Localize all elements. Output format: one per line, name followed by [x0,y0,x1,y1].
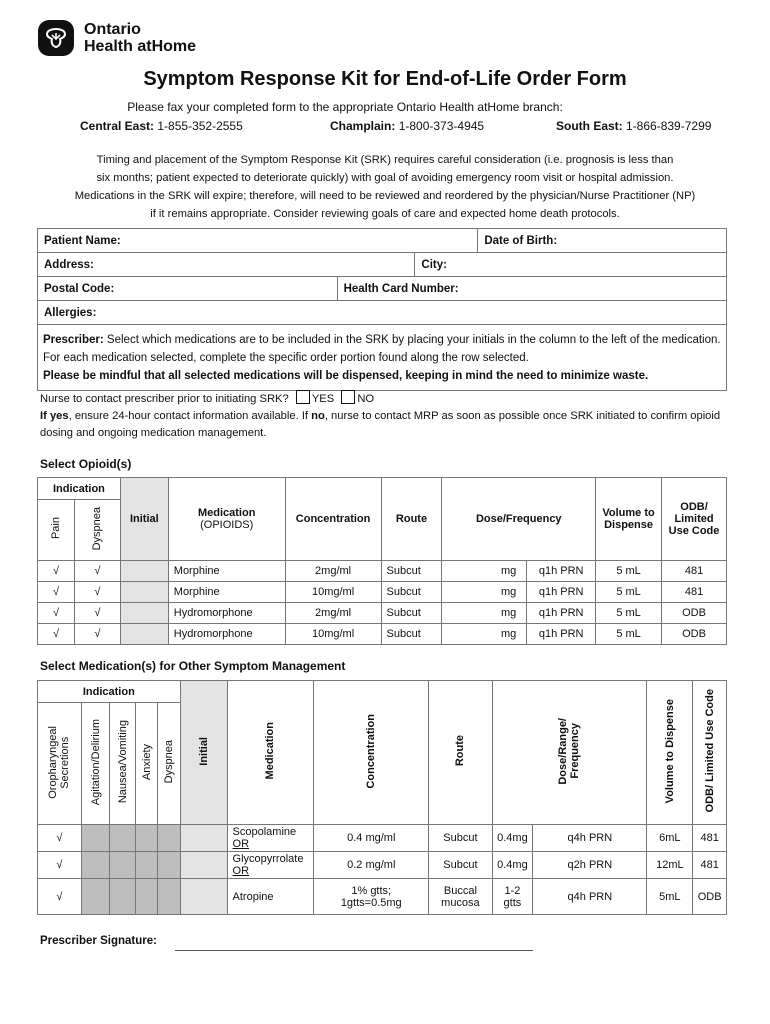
initial-cell[interactable] [120,603,168,624]
opioid-section-title: Select Opioid(s) [40,457,132,471]
patient-name-field[interactable]: Patient Name: [38,229,478,253]
dose-frequency-header: Dose/Frequency [442,478,596,561]
initial-cell[interactable] [180,879,227,915]
branch-champlain: Champlain: 1-800-373-4945 [330,119,485,133]
other-medications-table [37,680,727,915]
no-checkbox[interactable] [341,390,355,404]
indication-header: Indication [38,681,181,703]
table-row: √ Scopolamine OR 0.4 mg/ml Subcut 0.4mg q4h PRN 6mL 481 [38,825,727,852]
org-name [84,21,196,55]
dob-field[interactable]: Date of Birth: [478,229,727,253]
route-header: Route [429,681,492,825]
health-card-field[interactable]: Health Card Number: [337,277,726,301]
initial-cell[interactable] [180,852,227,879]
branch-south-east: South East: 1-866-839-7299 [556,119,712,133]
intro-text: Timing and placement of the Symptom Response Kit (SRK) requires careful consideration (i.e. prognosis is less than six months; patient expected to deteriorate quickly) with goal of avoiding emergency room visit or hospital admission. Medications in the SRK will expire; therefore, will need to be reviewed and reordered by the physician/Nurse Practitioner (NP) if it remains appropriate. Consider reviewing goals of care and expected home death protocols. [74,154,696,220]
nurse-question: Nurse to contact prescriber prior to initiating SRK? [40,393,289,405]
concentration-header: Concentration [314,681,429,825]
prescriber-instructions: Prescriber: Select which medications are to be included in the SRK by placing your initials in the column to the left of the medication. For each medication selected, complete the specific order portion found along the row selected. Please be mindful that all selected medications will be dispensed, keeping in mind the need to minimize waste. [38,325,727,391]
dose-cell[interactable]: mg [442,582,527,603]
signature-label: Prescriber Signature: [40,935,157,947]
initial-header: Initial [180,681,227,825]
postal-code-field[interactable]: Postal Code: [38,277,338,301]
medication-header: Medication [227,681,314,825]
nurse-contact-section [40,390,740,442]
indication-header: Indication [38,478,121,500]
signature-field[interactable] [175,950,533,951]
table-row: √ Glycopyrrolate OR 0.2 mg/ml Subcut 0.4mg q2h PRN 12mL 481 [38,852,727,879]
no-label: NO [357,393,375,405]
org-name-line2: Health atHome [84,38,197,55]
table-row: √ √ Morphine 10mg/ml Subcut mg q1h PRN 5 mL 481 [38,582,727,603]
odb-header: ODB/ Limited Use Code [693,681,727,825]
page-title: Symptom Response Kit for End-of-Life Order Form [143,68,627,90]
initial-cell[interactable] [120,561,168,582]
org-logo [38,20,196,56]
dose-range-frequency-header: Dose/Range/ Frequency [492,681,647,825]
table-row: √ √ Morphine 2mg/ml Subcut mg q1h PRN 5 mL 481 [38,561,727,582]
initial-cell[interactable] [120,624,168,645]
route-header: Route [381,478,442,561]
branch-central-east: Central East: 1-855-352-2555 [80,119,243,133]
volume-header: Volume to Dispense [596,478,662,561]
pain-header: Pain [38,500,75,561]
table-row: √ Atropine 1% gtts; 1gtts=0.5mg Buccal mucosa 1-2 gtts q4h PRN 5mL ODB [38,879,727,915]
agitation-header: Agitation/Delirium [81,703,110,825]
concentration-header: Concentration [285,478,381,561]
initial-header: Initial [120,478,168,561]
nurse-instructions: If yes, ensure 24-hour contact information available. If no, nurse to contact MRP as soon as possible once SRK initiated to confirm opioid dosing and ongoing medication management. [40,410,721,439]
medication-header: Medication (OPIOIDS) [168,478,285,561]
yes-checkbox[interactable] [296,390,310,404]
yes-label: YES [311,393,335,405]
fax-instruction: Please fax your completed form to the appropriate Ontario Health atHome branch: [127,100,563,114]
other-section-title: Select Medication(s) for Other Symptom Management [40,659,346,673]
org-name-line1: Ontario [84,21,141,38]
oropharyngeal-header: Oropharyngeal Secretions [38,703,82,825]
opioid-table [37,477,727,645]
allergies-field[interactable]: Allergies: [38,301,727,325]
dose-cell[interactable]: mg [442,603,527,624]
dyspnea-header: Dyspnea [74,500,120,561]
table-row: √ √ Hydromorphone 2mg/ml Subcut mg q1h PRN 5 mL ODB [38,603,727,624]
volume-header: Volume to Dispense [647,681,693,825]
dose-cell[interactable]: mg [442,624,527,645]
initial-cell[interactable] [120,582,168,603]
odb-header: ODB/ Limited Use Code [662,478,727,561]
trillium-icon [38,20,74,56]
city-field[interactable]: City: [415,253,727,277]
patient-info-table [37,228,727,391]
table-row: √ √ Hydromorphone 10mg/ml Subcut mg q1h PRN 5 mL ODB [38,624,727,645]
dyspnea-header: Dyspnea [158,703,180,825]
anxiety-header: Anxiety [135,703,157,825]
dose-cell[interactable]: mg [442,561,527,582]
address-field[interactable]: Address: [38,253,415,277]
nausea-header: Nausea/Vomiting [110,703,135,825]
initial-cell[interactable] [180,825,227,852]
